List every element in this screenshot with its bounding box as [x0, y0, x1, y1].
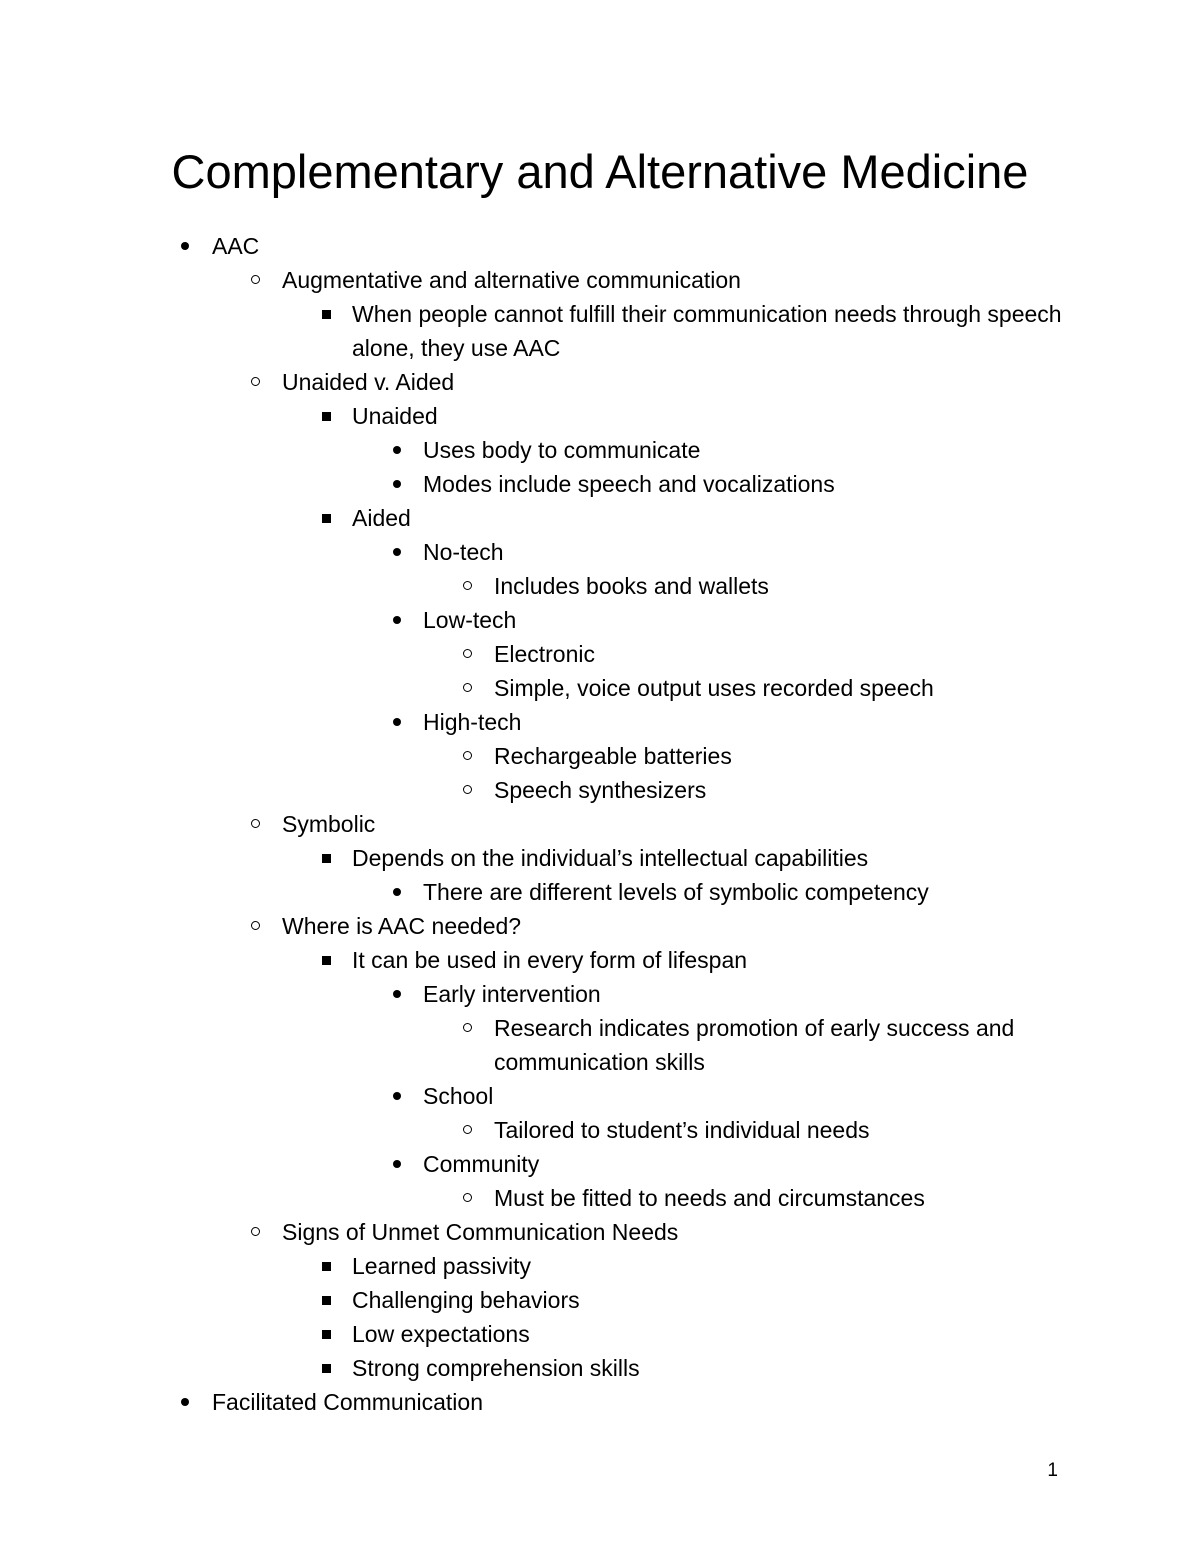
outline-item-level-4	[0, 569, 1200, 603]
outline-item-text: Rechargeable batteries	[494, 743, 732, 769]
outline-item-level-4	[0, 671, 1200, 705]
outline-item-level-3	[0, 705, 1200, 739]
outline-item-text: Includes books and wallets	[494, 573, 769, 599]
outline-item-text: Low expectations	[352, 1321, 530, 1347]
outline-item-text: Depends on the individual’s intellectual capabilities	[352, 845, 869, 871]
outline-item-level-1	[0, 263, 1200, 297]
outline-item-text: Where is AAC needed?	[282, 913, 522, 939]
outline-item-level-2	[0, 1351, 1200, 1385]
outline-item-text: No-tech	[423, 539, 504, 565]
outline-item-text: Early intervention	[423, 981, 601, 1007]
outline-item-level-1	[0, 1215, 1200, 1249]
outline-item-level-1	[0, 365, 1200, 399]
outline-item-level-4	[0, 1113, 1200, 1147]
outline-item-level-2	[0, 297, 1200, 365]
outline-item-text: Research indicates promotion of early success and communication skills	[494, 1015, 1015, 1075]
outline-item-level-3	[0, 535, 1200, 569]
outline-item-level-4	[0, 773, 1200, 807]
outline-item-text: Symbolic	[282, 811, 376, 837]
outline-item-level-3	[0, 603, 1200, 637]
outline-item-level-4	[0, 1181, 1200, 1215]
outline-item-text: Uses body to communicate	[423, 437, 701, 463]
page-title: Complementary and Alternative Medicine	[171, 145, 1029, 198]
outline-item-level-3	[0, 1147, 1200, 1181]
outline-item-text: School	[423, 1083, 494, 1109]
outline-item-level-2	[0, 841, 1200, 875]
outline-item-level-0	[0, 229, 1200, 263]
outline-item-text: There are different levels of symbolic competency	[423, 879, 929, 905]
outline-item-level-2	[0, 1249, 1200, 1283]
outline-item-level-2	[0, 399, 1200, 433]
outline-item-level-3	[0, 977, 1200, 1011]
outline-item-level-3	[0, 467, 1200, 501]
outline-item-level-2	[0, 943, 1200, 977]
outline-list	[0, 229, 1200, 1419]
outline-item-text: Electronic	[494, 641, 595, 667]
outline-item-text: Challenging behaviors	[352, 1287, 580, 1313]
outline-item-text: Tailored to student’s individual needs	[494, 1117, 870, 1143]
outline-item-level-3	[0, 875, 1200, 909]
outline-item-text: Simple, voice output uses recorded speech	[494, 675, 934, 701]
outline-item-level-4	[0, 1011, 1200, 1079]
outline-item-level-1	[0, 909, 1200, 943]
outline-item-level-2	[0, 501, 1200, 535]
outline-item-text: Must be fitted to needs and circumstances	[494, 1185, 925, 1211]
page-number: 1	[1047, 1460, 1058, 1481]
outline-item-text: Low-tech	[423, 607, 517, 633]
outline-item-text: Signs of Unmet Communication Needs	[282, 1219, 679, 1245]
outline-item-text: Aided	[352, 505, 411, 531]
outline-item-text: Speech synthesizers	[494, 777, 707, 803]
outline-item-text: Modes include speech and vocalizations	[423, 471, 835, 497]
outline-item-text: Facilitated Communication	[212, 1389, 484, 1415]
outline-item-level-2	[0, 1283, 1200, 1317]
outline-item-text: Unaided	[352, 403, 438, 429]
outline-item-text: Learned passivity	[352, 1253, 531, 1279]
outline-item-level-3	[0, 433, 1200, 467]
outline-item-text: Unaided v. Aided	[282, 369, 455, 395]
outline-item-level-0	[0, 1385, 1200, 1419]
outline-item-text: High-tech	[423, 709, 522, 735]
outline-item-text: When people cannot fulfill their communication needs through speech alone, they use AAC	[352, 301, 1062, 361]
outline-item-level-3	[0, 1079, 1200, 1113]
outline-item-text: Community	[423, 1151, 540, 1177]
outline-item-text: AAC	[212, 233, 260, 259]
outline-item-level-1	[0, 807, 1200, 841]
outline-item-level-4	[0, 637, 1200, 671]
outline-item-text: It can be used in every form of lifespan	[352, 947, 748, 973]
outline-item-text: Augmentative and alternative communication	[282, 267, 741, 293]
outline-item-text: Strong comprehension skills	[352, 1355, 640, 1381]
outline-item-level-4	[0, 739, 1200, 773]
outline-item-level-2	[0, 1317, 1200, 1351]
